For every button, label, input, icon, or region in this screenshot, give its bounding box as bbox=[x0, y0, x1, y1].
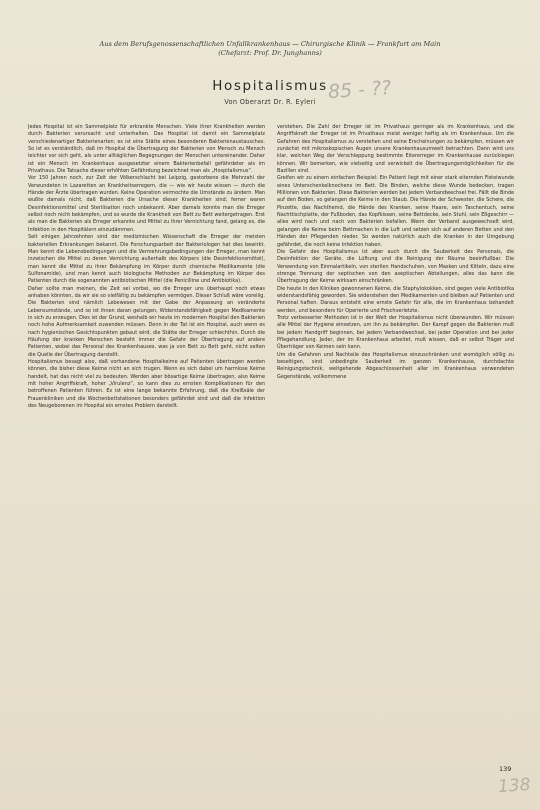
page-number: 139 bbox=[499, 765, 512, 773]
paragraph: Um die Gefahren und Nachteile des Hospitalismus einzuschränken und womöglich völlig zu beseitigen, sind unbedingte Sauberkeit im ganzen Krankenhause, durchdachte Reinigungstechnik, weitgehende Abgeschlossenheit aller im Krankenhaus verwendeten Gegenstände, vollkommene bbox=[277, 351, 514, 380]
paragraph: Die Gefahr des Hospitalismus ist aber auch durch die Sauberkeit des Personals, die Desinfektion der Geräte, die Lüftung und die Reinigung der Räume beeinflußbar. Die Verwendung von Einmalartikeln, von sterilen Handschuhen, von Masken und Kitteln, dazu eine strenge Trennung der septischen von den aseptischen Abteilungen, alles das kann die Übertragung der Keime wirksam einschränken. bbox=[277, 248, 514, 285]
article-author: Von Oberarzt Dr. R. Eyleri bbox=[224, 98, 316, 106]
handwritten-page-number: 138 bbox=[497, 774, 532, 798]
paragraph: Greifen wir zu einem einfachen Beispiel: Ein Patient liegt mit einer stark eiternden Fisteiwunde eines Unterschenkelknochens im Bett. Die Binden, welche diese Wunde bedecken, tragen Millionen von Bakterien. Diese Bakterien werden bei jedem Verbandwechsel frei. Fällt die Binde auf den Boden, so gelangen die Keime in den Staub. Die Hände der Schwester, die Schere, die Pinzette, das Nachthemd, die Hände des Kranken, seine Haare, sein Taschentuch, seine Nachttischplatte, der Fußboden, das Kopfkissen, seine Bettdecke, sein Stuhl, sein Eßgeschirr — alles wird nach und nach von Bakterien befallen. Wenn der Verband ausgewechselt wird, gelangen die Keime beim Bettmachen in die Luft und setzen sich auf anderen Betten und den Händen der Pflegenden nieder. So werden natürlich auch die Kranken in der Umgebung gefährdet, die noch keine Infektion haben. bbox=[277, 175, 514, 248]
institution-line: Aus dem Berufsgenossenschaftlichen Unfallkrankenhaus — Chirurgische Klinik — Frankfurt am Main bbox=[99, 40, 441, 48]
left-column bbox=[28, 124, 265, 772]
article-title: Hospitalismus bbox=[212, 78, 328, 94]
right-column bbox=[277, 124, 514, 772]
paragraph: Die heute in den Kliniken gewonnenen Keime, die Staphylokokken, sind gegen viele Antibiotika widerstandsfähig geworden. Sie widerstehen den Medikamenten und bleiben auf Patienten und Personal haften. Daraus entsteht eine ernste Gefahr für alle, die im Krankenhaus behandelt werden, und besonders für Operierte und Frischverletzte. bbox=[277, 285, 514, 314]
paragraph: Vor 150 Jahren noch, zur Zeit der Völkerschlacht bei Leipzig, gestorbene die Mehrzahl der Verwundeten in Lazaretten an Krankheitserregern, die — wie wir heute wissen — durch die Hände der Ärzte übertragen wurden. Keine Operation vermochte die Umstände zu ändern. Man wußte damals nicht, daß Bakterien die Ursache dieser Krankheiten sind; ferner waren Desinfektionsmittel und Sterilisation noch unbekannt. Aber damals konnte man die Erreger selbst noch nicht bekämpfen, und so wurde die Krankheit von Bett zu Bett weitergetragen. Erst als man die Bakterien als Erreger erkannte und Mittel zu ihrer Vernichtung fand, gelang es, die Infektion in den Hospitälern einzudämmen. bbox=[28, 175, 265, 233]
paragraph: Daher sollte man meinen, die Zeit sei vorbei, wo die Erreger uns überhaupt noch etwas anhaben könnten, da wir sie so vielfältig zu bekämpfen vermögen. Dieser Schluß wäre voreilig. Die Bakterien sind nämlich Lebewesen mit der Gabe der Anpassung an veränderte Lebensumstände, und so ist ihnen daran gelungen, Widerstandsfähigkeit gegen Medikamente in sich zu erzeugen. Dies ist der Grund, weshalb wir heute im modernen Hospital den Bakterien noch hohe Aufmerksamkeit zuwenden müssen. Denn in der Tat ist ein Hospital, auch wenn es nach hygienischen Gesichtspunkten gebaut wird, die Stätte der Erreger schlechthin. Durch die Häufung der kranken Menschen besteht immer die Gefahr der Übertragung auf andere Patienten, wobei das Personal des Krankenhauses, was ja von Bett zu Bett geht, nicht selten die Quelle der Übertragung darstellt. bbox=[28, 285, 265, 358]
paragraph: Trotz verbesserter Methoden ist in der Welt der Hospitalismus nicht überwunden. Wir müssen alle Mittel der Hygiene einsetzen, um ihn zu bekämpfen. Der Kampf gegen die Bakterien muß bei jedem Handgriff beginnen, bei jedem Verbandwechsel, bei jeder Operation und bei jeder Pflegehandlung. Jeder, der im Krankenhaus arbeitet, muß wissen, daß er selbst Träger und Überträger von Keimen sein kann. bbox=[277, 314, 514, 351]
institution-header bbox=[30, 40, 510, 58]
paragraph: Jedes Hospital ist ein Sammelplatz für erkrankte Menschen. Viele ihrer Krankheiten werden durch Bakterien verursacht und unterhalten. Das Hospital ist damit ein Sammelplatz verschiedenartiger Bakterienarten; es ist eine Stätte eines besonderen Bakterienaustausches. So ist es verständlich, daß im Hospital die Übertragung der Bakterien von Mensch zu Mensch leichter vor sich geht, als unter alltäglichen Begegnungen der Menschen untereinander. Daher ist ein Mensch im Krankenhaus ausgesetzter einem Bakterienbefall gefährdeter als im Privathaus. Die Tatsache dieser erhöhten Gefährdung bezeichnet man als „Hospitalismus“. bbox=[28, 124, 265, 175]
handwritten-note-top: 85 - ?? bbox=[327, 76, 392, 104]
article-body bbox=[28, 124, 514, 772]
paragraph: verstehen. Die Zahl der Erreger ist im Privathaus geringer als im Krankenhaus, und die Angriffskraft der Erreger ist im Privathaus meist weniger heftig als im Krankenhaus. Um die Gefahren des Hospitalismus zu verstehen und seine Erscheinungen zu bekämpfen, müssen wir zunächst mit mikroskopischen Augen unsere Krankenhausumwelt betrachten. Dann wird uns klar, welchen Weg der Verschleppung bestimmte Eitererreger im Krankenhause zurücklegen können. Wir bemerken, wie vielseitig und verwickelt die Übertragungsmöglichkeiten für die Bazillen sind. bbox=[277, 124, 514, 175]
paragraph: Seit einigen Jahrzehnten sind der medizinischen Wissenschaft die Erreger der meisten bakteriellen Erkrankungen bekannt. Die Forschungsarbeit der Bakteriologen hat dies bewirkt. Man kennt die Lebensbedingungen und die Vermehrungsbedingungen der Erreger, man kennt inzwischen die Mittel zu deren Vernichtung außerhalb des Körpers (die Desinfektionsmittel), man kennt die Mittel zu ihrer Bekämpfung im Körper durch chemische Medikamente (die Sulfonamide), und man kennt auch biologische Methoden zur Bekämpfung im Körper des Patienten durch die sogenannten antibiotischen Mittel (die Penicilline und Antibiotika). bbox=[28, 234, 265, 285]
chief-physician-line: (Chefarzt: Prof. Dr. Junghanns) bbox=[218, 49, 322, 57]
paragraph: Hospitalismus besagt also, daß vorhandene Hospitalkeime auf Patienten übertragen werden können, die bisher diese Keime nicht an sich trugen. Wenn es sich dabei um harmlose Keime handelt, hat das nicht viel zu bedeuten. Werden aber bösartige Keime übertragen, also Keime mit hoher Angriffskraft, hoher „Virulenz“, so kann dies zu ernsten Komplikationen für den betroffenen Patienten führen. Es ist eine lange bekannte Erfahrung, daß die Kreißsäle der Frauenkliniken und die Wochenbettstationen besonders gefährdet sind und daß die Infektion des Neugeborenen im Hospital ein ernstes Problem darstellt. bbox=[28, 359, 265, 410]
